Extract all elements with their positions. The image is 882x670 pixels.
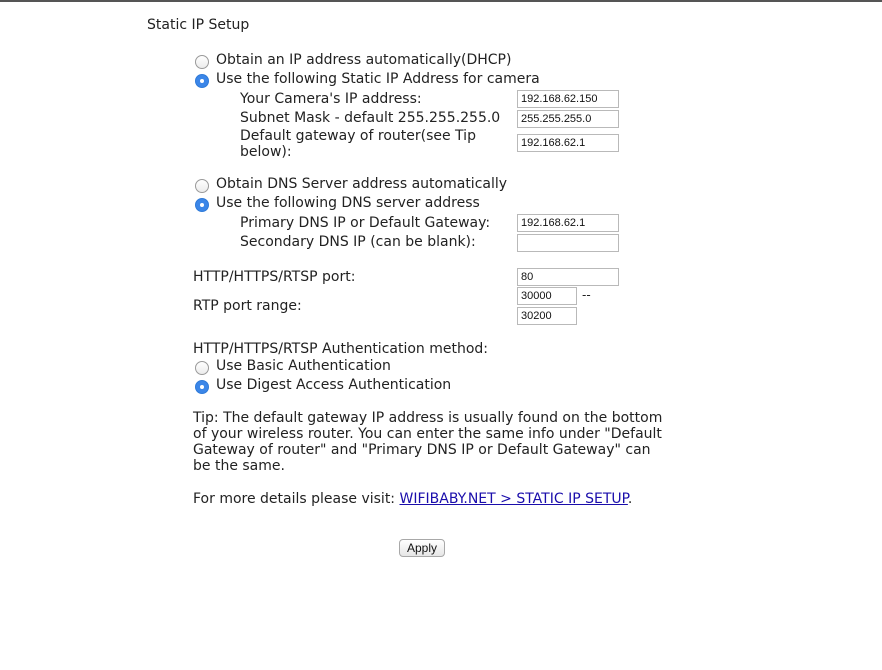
primary-dns-input[interactable] xyxy=(517,214,619,232)
camera-ip-input[interactable] xyxy=(517,90,619,108)
top-divider xyxy=(0,0,882,2)
dns-manual-radio[interactable] xyxy=(195,198,209,212)
secondary-dns-label: Secondary DNS IP (can be blank): xyxy=(240,234,476,250)
static-ip-radio[interactable] xyxy=(195,74,209,88)
rtp-port-label: RTP port range: xyxy=(193,298,302,314)
secondary-dns-input[interactable] xyxy=(517,234,619,252)
subnet-mask-label: Subnet Mask - default 255.255.255.0 xyxy=(240,110,501,126)
dns-auto-radio[interactable] xyxy=(195,179,209,193)
gateway-input[interactable] xyxy=(517,134,619,152)
gateway-label-line1: Default gateway of router(see Tip xyxy=(240,128,476,144)
http-port-input[interactable] xyxy=(517,268,619,286)
details-prefix: For more details please visit: xyxy=(193,491,400,507)
auth-method-heading: HTTP/HTTPS/RTSP Authentication method: xyxy=(193,341,489,357)
static-ip-setup-link[interactable]: WIFIBABY.NET > STATIC IP SETUP xyxy=(399,491,628,507)
apply-button[interactable]: Apply xyxy=(399,539,445,557)
dns-auto-radio-label[interactable]: Obtain DNS Server address automatically xyxy=(216,176,508,192)
tip-text: Tip: The default gateway IP address is usually found on the bottom of your wireless router. You can enter the same info under "Default Gateway of router" and "Primary DNS IP or Default Gateway" can be the same. xyxy=(193,410,663,474)
rtp-port-end-input[interactable] xyxy=(517,307,577,325)
http-port-label: HTTP/HTTPS/RTSP port: xyxy=(193,269,356,285)
camera-ip-label: Your Camera's IP address: xyxy=(240,91,422,107)
dhcp-radio-label[interactable]: Obtain an IP address automatically(DHCP) xyxy=(216,52,512,68)
dns-manual-radio-label[interactable]: Use the following DNS server address xyxy=(216,195,480,211)
rtp-port-separator: -- xyxy=(582,288,591,302)
basic-auth-radio-label[interactable]: Use Basic Authentication xyxy=(216,358,391,374)
subnet-mask-input[interactable] xyxy=(517,110,619,128)
basic-auth-radio[interactable] xyxy=(195,361,209,375)
static-ip-radio-label[interactable]: Use the following Static IP Address for camera xyxy=(216,71,540,87)
digest-auth-radio-label[interactable]: Use Digest Access Authentication xyxy=(216,377,452,393)
rtp-port-start-input[interactable] xyxy=(517,287,577,305)
digest-auth-radio[interactable] xyxy=(195,380,209,394)
dhcp-radio[interactable] xyxy=(195,55,209,69)
page-title: Static IP Setup xyxy=(147,17,250,33)
details-suffix: . xyxy=(627,491,633,507)
gateway-label-line2: below): xyxy=(240,144,292,160)
details-line xyxy=(193,491,632,507)
primary-dns-label: Primary DNS IP or Default Gateway: xyxy=(240,215,491,231)
